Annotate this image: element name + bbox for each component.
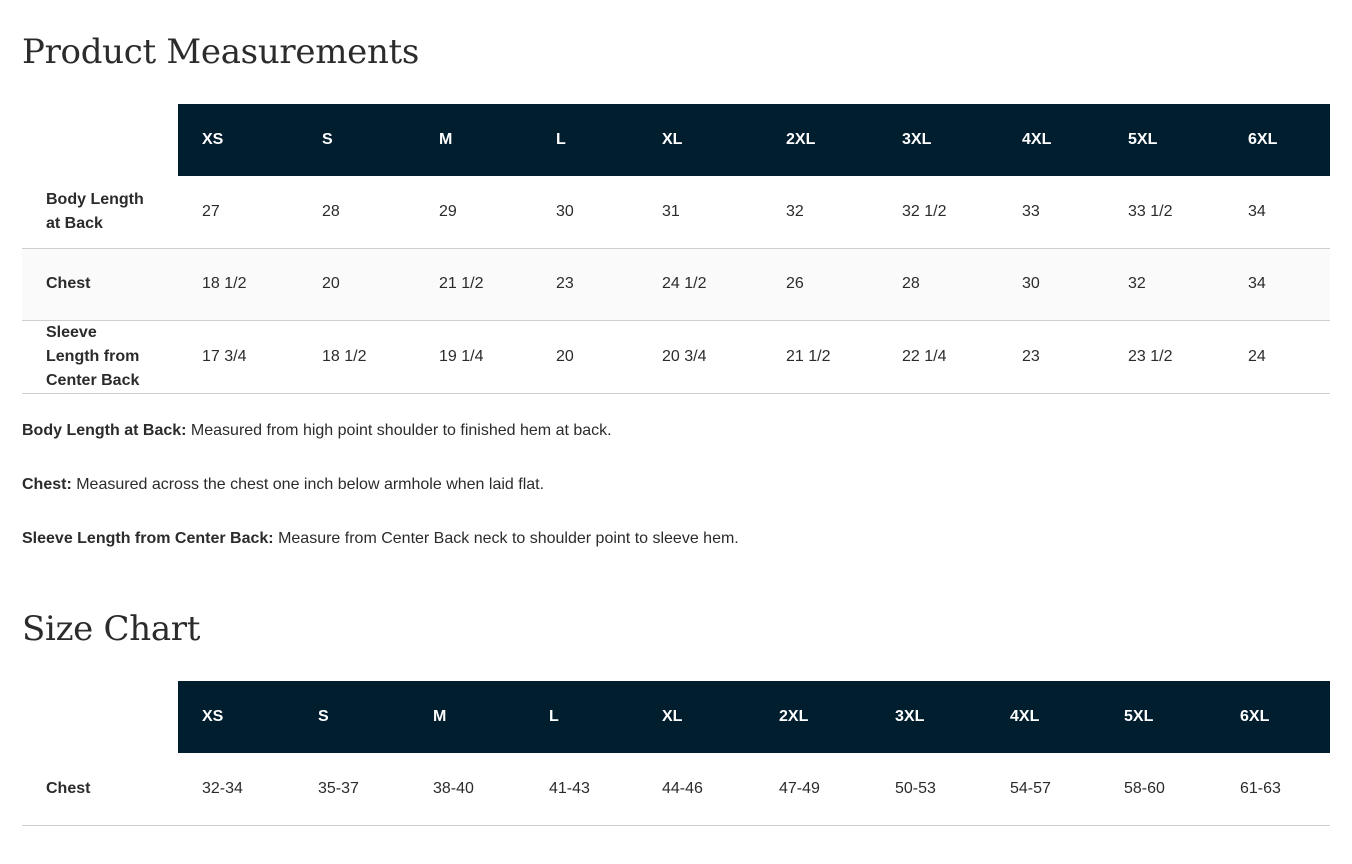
size-header-3xl: 3XL bbox=[878, 104, 998, 176]
table-cell: 20 3/4 bbox=[662, 347, 707, 365]
row-label-chest: Chest bbox=[46, 275, 91, 292]
product-measurements-title: Product Measurements bbox=[22, 32, 420, 72]
table-cell: 30 bbox=[1022, 275, 1040, 292]
table-cell: 35-37 bbox=[318, 779, 359, 797]
note-body-length bbox=[22, 420, 1322, 442]
table-cell: 32 bbox=[1128, 275, 1146, 292]
size-header-5xl: 5XL bbox=[1104, 104, 1224, 176]
product-measurements-table bbox=[22, 104, 1330, 394]
size-header-2xl: 2XL bbox=[762, 104, 878, 176]
table-cell: 18 1/2 bbox=[202, 275, 247, 292]
table-cell: 33 bbox=[1022, 202, 1040, 220]
table-cell: 34 bbox=[1248, 275, 1266, 292]
note-sleeve-length bbox=[22, 528, 1322, 550]
table-row bbox=[22, 320, 1330, 393]
size-header-m: M bbox=[409, 681, 525, 753]
size-header-4xl: 4XL bbox=[986, 681, 1100, 753]
size-header-4xl: 4XL bbox=[998, 104, 1104, 176]
table-cell: 26 bbox=[786, 275, 804, 292]
size-header-6xl: 6XL bbox=[1224, 104, 1330, 176]
table-cell: 23 1/2 bbox=[1128, 347, 1173, 365]
table-cell: 20 bbox=[322, 275, 340, 292]
size-header-2xl: 2XL bbox=[755, 681, 871, 753]
size-header-6xl: 6XL bbox=[1216, 681, 1330, 753]
size-header-3xl: 3XL bbox=[871, 681, 986, 753]
table-cell: 32-34 bbox=[202, 779, 243, 797]
measurement-notes bbox=[22, 420, 1322, 582]
table-cell: 30 bbox=[556, 202, 574, 220]
header-corner bbox=[22, 104, 178, 176]
size-header-l: L bbox=[532, 104, 638, 176]
row-label-chest: Chest bbox=[46, 779, 91, 797]
table-cell: 32 bbox=[786, 202, 804, 220]
note-text: Measured from high point shoulder to finished hem at back. bbox=[186, 422, 612, 439]
table-cell: 18 1/2 bbox=[322, 347, 367, 365]
size-header-xl: XL bbox=[638, 681, 755, 753]
table-row bbox=[22, 753, 1330, 825]
size-header-s: S bbox=[298, 104, 415, 176]
table-cell: 54-57 bbox=[1010, 779, 1051, 797]
table-cell: 24 1/2 bbox=[662, 275, 707, 292]
table-cell: 31 bbox=[662, 202, 680, 220]
size-header-xs: XS bbox=[178, 104, 298, 176]
table-row bbox=[22, 176, 1330, 248]
table-cell: 28 bbox=[322, 202, 340, 220]
table-cell: 28 bbox=[902, 275, 920, 292]
row-label-body-length: Body Length at Back bbox=[46, 190, 144, 232]
table-row bbox=[22, 248, 1330, 320]
table-cell: 44-46 bbox=[662, 779, 703, 797]
note-text: Measure from Center Back neck to shoulder point to sleeve hem. bbox=[273, 530, 739, 547]
size-header-xs: XS bbox=[178, 681, 294, 753]
table-cell: 21 1/2 bbox=[786, 347, 831, 365]
table-cell: 47-49 bbox=[779, 779, 820, 797]
table-cell: 58-60 bbox=[1124, 779, 1165, 797]
size-header-s: S bbox=[294, 681, 409, 753]
size-chart-title: Size Chart bbox=[22, 609, 201, 649]
header-corner bbox=[22, 681, 178, 753]
size-header-row bbox=[22, 681, 1330, 753]
note-term: Body Length at Back: bbox=[22, 422, 187, 439]
table-cell: 27 bbox=[202, 202, 220, 220]
table-cell: 32 1/2 bbox=[902, 202, 947, 220]
table-cell: 38-40 bbox=[433, 779, 474, 797]
table-cell: 34 bbox=[1248, 202, 1266, 220]
size-chart-table bbox=[22, 681, 1330, 826]
table-cell: 41-43 bbox=[549, 779, 590, 797]
table-cell: 22 1/4 bbox=[902, 347, 947, 365]
note-term: Sleeve Length from Center Back: bbox=[22, 530, 274, 547]
table-cell: 29 bbox=[439, 202, 457, 220]
table-cell: 20 bbox=[556, 347, 574, 365]
size-header-row bbox=[22, 104, 1330, 176]
table-cell: 24 bbox=[1248, 347, 1266, 365]
table-cell: 33 1/2 bbox=[1128, 202, 1173, 220]
note-text: Measured across the chest one inch below armhole when laid flat. bbox=[71, 476, 545, 493]
table-cell: 17 3/4 bbox=[202, 347, 247, 365]
table-cell: 23 bbox=[1022, 347, 1040, 365]
size-header-xl: XL bbox=[638, 104, 762, 176]
table-cell: 61-63 bbox=[1240, 779, 1281, 797]
table-cell: 50-53 bbox=[895, 779, 936, 797]
row-label-sleeve-length: Sleeve Length from Center Back bbox=[46, 323, 140, 389]
table-cell: 21 1/2 bbox=[439, 275, 484, 292]
note-chest bbox=[22, 474, 1322, 496]
table-cell: 23 bbox=[556, 275, 574, 292]
table-cell: 19 1/4 bbox=[439, 347, 484, 365]
note-term: Chest: bbox=[22, 476, 72, 493]
size-header-l: L bbox=[525, 681, 638, 753]
size-header-m: M bbox=[415, 104, 532, 176]
size-header-5xl: 5XL bbox=[1100, 681, 1216, 753]
